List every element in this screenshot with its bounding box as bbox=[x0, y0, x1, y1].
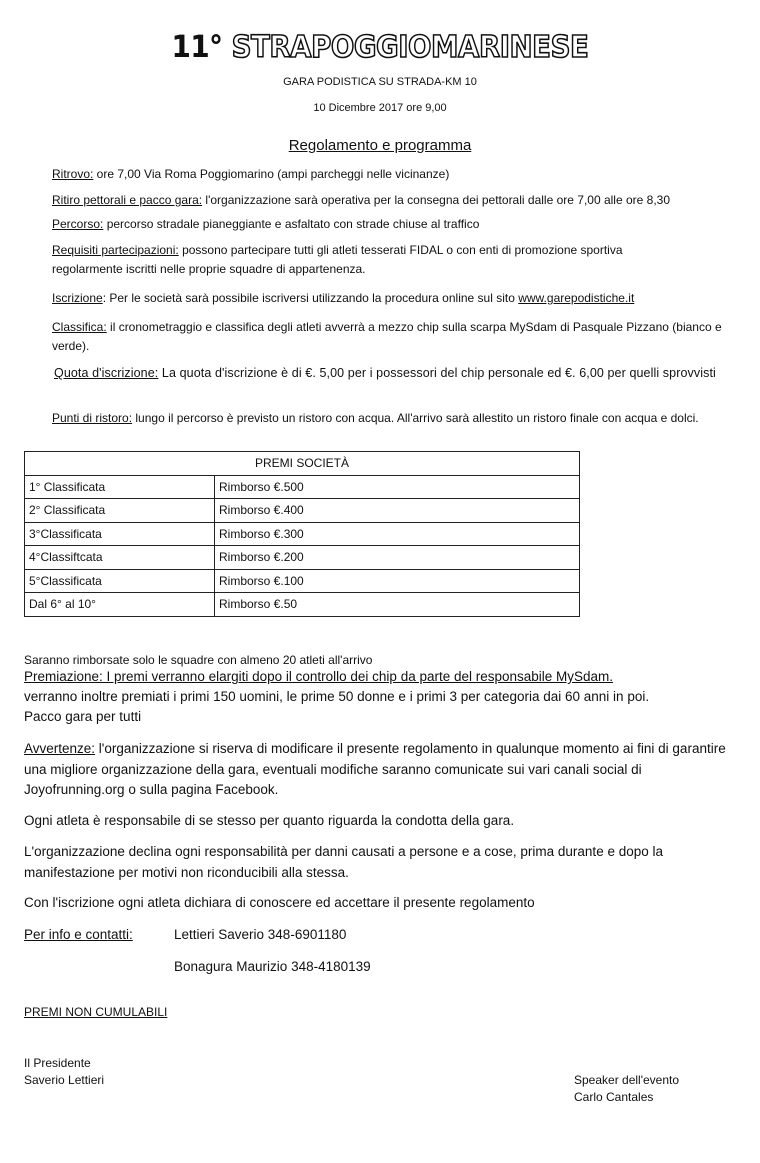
table-row bbox=[25, 593, 580, 617]
place-cell: 2° Classificata bbox=[25, 499, 215, 523]
avvertenze-text: l'organizzazione si riserva di modificare il presente regolamento in qualunque momento ai fini di garantire una migliore organizzazione della gara, eventuali modifiche saranno comunicate sui vari canali social di Joyofrunning.org o sulla pagina Facebook. bbox=[24, 741, 726, 797]
website-link[interactable]: www.garepodistiche.it bbox=[518, 291, 635, 305]
table-row bbox=[25, 499, 580, 523]
rule-ritrovo bbox=[52, 165, 742, 184]
rule-classifica bbox=[52, 318, 722, 356]
avvertenze-label: Avvertenze: bbox=[24, 741, 96, 756]
rule-label: Requisiti partecipazioni: bbox=[52, 243, 179, 257]
rule-percorso bbox=[52, 215, 742, 234]
table-header: PREMI SOCIETÀ bbox=[25, 452, 580, 476]
table-row bbox=[25, 522, 580, 546]
premi-non-cumulabili: PREMI NON CUMULABILI bbox=[24, 1005, 168, 1019]
rule-label: Quota d'iscrizione: bbox=[54, 366, 159, 380]
reward-cell: Rimborso €.400 bbox=[215, 499, 580, 523]
rule-text: percorso stradale pianeggiante e asfaltato con strade chiuse al traffico bbox=[103, 217, 480, 231]
table-header-row bbox=[25, 452, 580, 476]
dichiara-note: Con l'iscrizione ogni atleta dichiara di conoscere ed accettare il presente regolamento bbox=[24, 895, 535, 910]
speaker-title: Speaker dell'evento bbox=[574, 1073, 680, 1087]
rule-label: Ritiro pettorali e pacco gara: bbox=[52, 193, 203, 207]
contacts-label: Per info e contatti: bbox=[24, 927, 133, 942]
rule-label: Punti di ristoro: bbox=[52, 411, 133, 425]
place-cell: 1° Classificata bbox=[25, 475, 215, 499]
rule-requisiti bbox=[52, 241, 692, 279]
rule-text: La quota d'iscrizione è di €. 5,00 per i possessori del chip personale ed €. 6,00 per quelli sprovvisti bbox=[158, 366, 716, 380]
place-cell: 4°Classiftcata bbox=[25, 546, 215, 570]
rule-text: il cronometraggio e classifica degli atleti avverrà a mezzo chip sulla scarpa MySdam di Pasquale Pizzano (bianco e verde). bbox=[52, 320, 722, 353]
event-date: 10 Dicembre 2017 ore 9,00 bbox=[313, 102, 447, 114]
rule-text: ore 7,00 Via Roma Poggiomarino (ampi parcheggi nelle vicinanze) bbox=[93, 167, 450, 181]
premiazione-line3: Pacco gara per tutti bbox=[24, 709, 142, 724]
event-name: STRAPOGGIOMARINESE bbox=[231, 30, 589, 65]
place-cell: Dal 6° al 10° bbox=[25, 593, 215, 617]
avvertenze bbox=[24, 739, 744, 801]
reward-cell: Rimborso €.500 bbox=[215, 475, 580, 499]
prizes-table bbox=[24, 451, 580, 617]
rule-ritiro bbox=[52, 191, 742, 210]
rule-iscrizione bbox=[52, 289, 742, 308]
president-title: Il Presidente bbox=[24, 1056, 91, 1070]
rule-label: Percorso: bbox=[52, 217, 104, 231]
table-row bbox=[25, 546, 580, 570]
responsabile-note: Ogni atleta è responsabile di se stesso per quanto riguarda la condotta della gara. bbox=[24, 813, 515, 828]
reward-cell: Rimborso €.200 bbox=[215, 546, 580, 570]
contact-2: Bonagura Maurizio 348-4180139 bbox=[174, 959, 371, 974]
reward-cell: Rimborso €.100 bbox=[215, 569, 580, 593]
page-title bbox=[30, 30, 729, 65]
premiazione-label: Premiazione: I premi verranno elargiti dopo il controllo dei chip da parte del responsabile MySdam. bbox=[24, 669, 614, 684]
rule-text: possono partecipare tutti gli atleti tesserati FIDAL o con enti di promozione sportiva regolarmente iscritti nelle proprie squadre di appartenenza. bbox=[52, 243, 623, 276]
edition-number: 11° bbox=[171, 30, 223, 65]
table-row bbox=[25, 569, 580, 593]
rule-text: : Per le società sarà possibile iscriversi utilizzando la procedura online sul sito bbox=[102, 291, 519, 305]
reward-cell: Rimborso €.300 bbox=[215, 522, 580, 546]
rimborso-note: Saranno rimborsate solo le squadre con almeno 20 atleti all'arrivo bbox=[24, 653, 373, 667]
place-cell: 3°Classificata bbox=[25, 522, 215, 546]
section-title: Regolamento e programma bbox=[288, 137, 472, 154]
rule-label: Ritrovo: bbox=[52, 167, 94, 181]
declina-note: L'organizzazione declina ogni responsabilità per danni causati a persone e a cose, prima durante e dopo la manifestazione per motivi non riconducibili alla stessa. bbox=[24, 844, 663, 880]
reward-cell: Rimborso €.50 bbox=[215, 593, 580, 617]
rule-quota bbox=[54, 366, 744, 381]
rule-text: l'organizzazione sarà operativa per la consegna dei pettorali dalle ore 7,00 alle ore 8,30 bbox=[202, 193, 671, 207]
president-name: Saverio Lettieri bbox=[24, 1073, 105, 1087]
rule-text: lungo il percorso è previsto un ristoro con acqua. All'arrivo sarà allestito un ristoro finale con acqua e dolci. bbox=[132, 411, 699, 425]
rule-label: Classifica: bbox=[52, 320, 107, 334]
table-row bbox=[25, 475, 580, 499]
contact-1: Lettieri Saverio 348-6901180 bbox=[174, 927, 347, 942]
premiazione-line2: verranno inoltre premiati i primi 150 uomini, le prime 50 donne e i primi 3 per categoria dai 60 anni in poi. bbox=[24, 689, 650, 704]
event-subtitle: GARA PODISTICA SU STRADA-KM 10 bbox=[283, 76, 477, 88]
premiazione-line1 bbox=[24, 667, 744, 688]
rule-ristoro bbox=[52, 409, 732, 428]
speaker-name: Carlo Cantales bbox=[574, 1090, 654, 1104]
rule-label: Iscrizione bbox=[52, 291, 103, 305]
place-cell: 5°Classificata bbox=[25, 569, 215, 593]
